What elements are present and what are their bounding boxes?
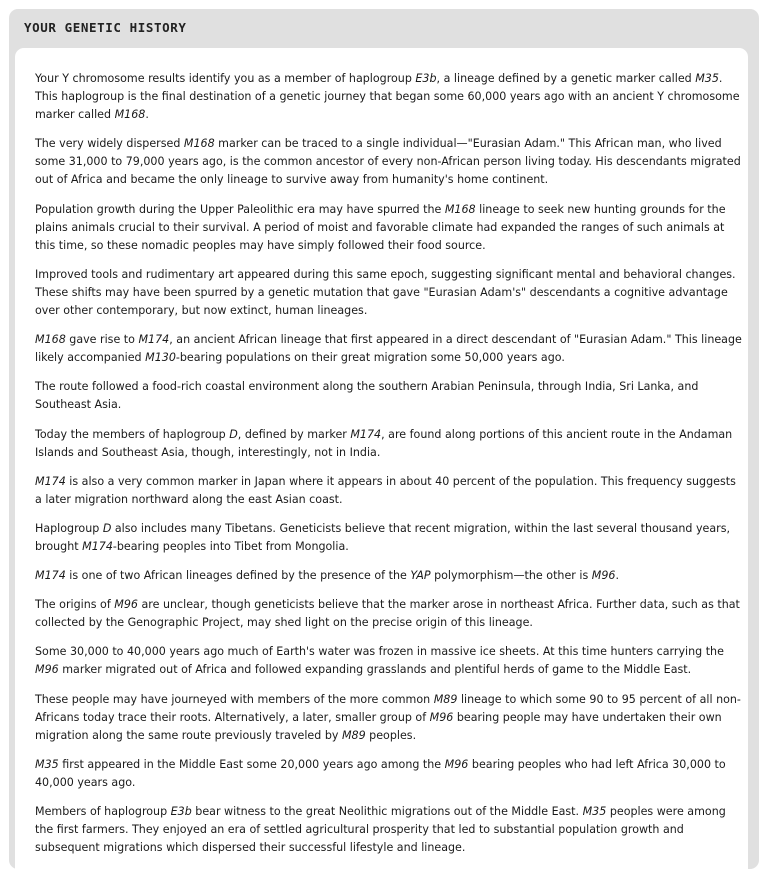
marker-term: M174 xyxy=(35,569,66,583)
text-run: lineage to which some 90 to 95 percent of all non-Africans today trace their roots. Alternatively, a later, smaller group of xyxy=(35,692,741,724)
text-run: , an ancient African lineage that first appeared in a direct descendant of "Eurasian Adam." This lineage likely accompanied xyxy=(35,333,742,365)
text-run: are unclear, though geneticists believe that the marker arose in northeast Africa. Further data, such as that collected by the Genographic Project, may shed light on the precise origin of this lineage. xyxy=(35,598,740,630)
marker-term: D xyxy=(229,427,238,441)
text-run: also includes many Tibetans. Geneticists believe that recent migration, within the last several thousand years, brought xyxy=(35,521,731,553)
paragraph xyxy=(35,331,742,367)
text-run: Improved tools and rudimentary art appeared during this same epoch, suggesting significant mental and behavioral changes. These shifts may have been spurred by a genetic mutation that gave "Eurasian Adam's" descendants a cognitive advantage over other contemporary, but now extinct, human lineages. xyxy=(35,267,736,318)
paragraph xyxy=(35,135,742,189)
marker-term: M96 xyxy=(35,663,59,677)
marker-term: E3b xyxy=(170,805,192,818)
marker-term: M168 xyxy=(183,137,215,151)
text-run: , are found along portions of this ancient route in the Andaman Islands and Southeast Asia, though, interestingly, not in India. xyxy=(35,427,733,459)
text-run: lineage to seek new hunting grounds for the plains animals crucial to their survival. A period of moist and favorable climate had expanded the ranges of such animals at this time, so these nomadic peoples may have simply followed their food source. xyxy=(35,202,726,252)
text-run: bear witness to the great Neolithic migrations out of the Middle East. xyxy=(191,805,583,818)
text-run: . This haplogroup is the final destination of a genetic journey that began some 60,000 years ago with an ancient Y chromosome marker called xyxy=(35,72,740,122)
text-run: Some 30,000 to 40,000 years ago much of Earth's water was frozen in massive ice sheets. At this time hunters carrying the xyxy=(35,645,724,659)
marker-term: M168 xyxy=(114,108,146,122)
marker-term: M174 xyxy=(82,539,113,553)
paragraph xyxy=(35,201,742,255)
paragraph xyxy=(35,426,742,462)
text-run: is one of two African lineages defined by the presence of the xyxy=(65,569,411,583)
paragraph xyxy=(35,803,742,857)
text-run: These people may have journeyed with members of the more common xyxy=(35,692,434,706)
text-run: . xyxy=(615,569,619,583)
text-run: Haplogroup xyxy=(35,521,103,535)
marker-term: M174 xyxy=(138,333,170,347)
text-run: bearing people may have undertaken their own migration along the same route previously traveled by xyxy=(35,710,722,742)
marker-term: M89 xyxy=(433,692,458,706)
paragraph xyxy=(35,567,742,585)
marker-term: YAP xyxy=(410,569,431,583)
marker-term: M174 xyxy=(35,474,66,488)
text-run: first appeared in the Middle East some 20,000 years ago among the xyxy=(58,757,445,771)
text-run: marker can be traced to a single individual—"Eurasian Adam." This African man, who lived some 31,000 to 79,000 years ago, is the common ancestor of every non-African person living today. His descendants migrated out of Africa and became the only lineage to survive away from humanity's home continent. xyxy=(35,137,741,187)
article-text xyxy=(35,70,742,868)
marker-term: D xyxy=(102,521,112,535)
text-run: , defined by marker xyxy=(237,427,351,441)
marker-term: M96 xyxy=(591,569,616,583)
marker-term: M35 xyxy=(35,757,59,771)
marker-term: M96 xyxy=(114,598,138,612)
text-run: The origins of xyxy=(35,598,115,612)
paragraph xyxy=(35,70,742,124)
content-box xyxy=(15,48,748,878)
marker-term: M96 xyxy=(444,757,469,771)
marker-term: M89 xyxy=(341,728,366,742)
paragraph xyxy=(35,473,742,509)
text-run: , a lineage defined by a genetic marker called xyxy=(436,72,696,85)
text-run: . xyxy=(145,108,149,122)
text-run: Population growth during the Upper Paleolithic era may have spurred the xyxy=(35,202,445,216)
paragraph xyxy=(35,596,742,632)
text-run: The very widely dispersed xyxy=(35,137,184,151)
panel-title: YOUR GENETIC HISTORY xyxy=(24,20,187,35)
paragraph xyxy=(35,520,742,556)
text-run: -bearing populations on their great migration some 50,000 years ago. xyxy=(175,351,565,365)
marker-term: M35 xyxy=(582,805,607,818)
paragraph xyxy=(35,756,742,792)
text-run: The route followed a food-rich coastal environment along the southern Arabian Peninsula, through India, Sri Lanka, and Southeast Asia. xyxy=(35,380,699,412)
marker-term: M130 xyxy=(145,351,176,365)
marker-term: E3b xyxy=(415,72,437,85)
text-run: peoples. xyxy=(365,728,417,742)
genetic-history-panel xyxy=(9,9,759,869)
paragraph xyxy=(35,378,742,414)
paragraph xyxy=(35,266,742,320)
text-run: gave rise to xyxy=(65,333,139,347)
text-run: Members of haplogroup xyxy=(35,805,171,818)
marker-term: M168 xyxy=(35,333,66,347)
marker-term: M174 xyxy=(350,427,382,441)
text-run: is also a very common marker in Japan where it appears in about 40 percent of the population. This frequency suggests a later migration northward along the east Asian coast. xyxy=(35,474,736,506)
text-run: peoples were among the first farmers. They enjoyed an era of settled agricultural prosperity that led to substantial population growth and subsequent migrations which dispersed their successful lifestyle and lineage. xyxy=(35,805,726,855)
marker-term: M35 xyxy=(695,72,719,85)
text-run: polymorphism—the other is xyxy=(430,569,592,583)
marker-term: M96 xyxy=(429,710,454,724)
text-run: -bearing peoples into Tibet from Mongolia. xyxy=(112,539,349,553)
text-run: Your Y chromosome results identify you as a member of haplogroup xyxy=(35,72,416,85)
marker-term: M168 xyxy=(444,202,476,216)
paragraph xyxy=(35,691,742,745)
text-run: bearing peoples who had left Africa 30,000 to 40,000 years ago. xyxy=(35,757,726,789)
text-run: marker migrated out of Africa and followed expanding grasslands and plentiful herds of game to the Middle East. xyxy=(58,663,692,677)
text-run: Today the members of haplogroup xyxy=(35,427,230,441)
paragraph xyxy=(35,643,742,679)
